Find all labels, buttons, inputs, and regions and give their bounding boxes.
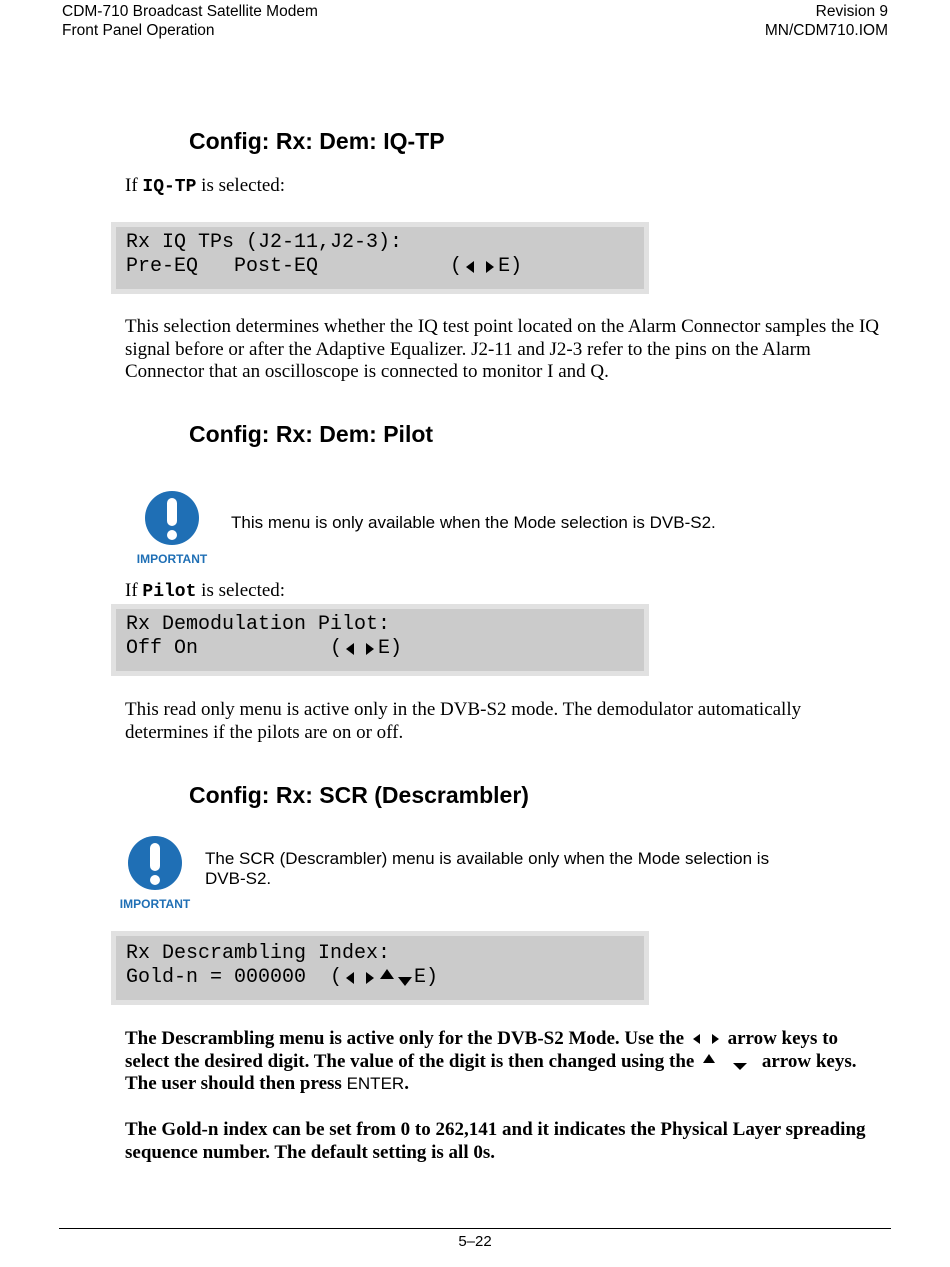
intro-suffix: is selected: xyxy=(196,175,286,196)
document-revision: Revision 9 xyxy=(815,3,888,20)
notice-scr: The SCR (Descrambler) menu is available only when the Mode selection is DVB-S2. xyxy=(205,849,770,888)
important-label: IMPORTANT xyxy=(119,897,191,911)
para1-b: arrow keys to select the desired digit. The value of the digit is then changed using the xyxy=(125,1028,839,1072)
lcd-line-2-text: Off On ( xyxy=(126,637,343,660)
up-arrow-icon xyxy=(703,1054,715,1063)
intro-prefix: If xyxy=(125,175,143,196)
right-arrow-icon xyxy=(712,1034,719,1044)
para1-c: arrow keys. The user should then press xyxy=(125,1050,857,1094)
enter-key-label: ENTER xyxy=(346,1074,405,1093)
right-arrow-icon xyxy=(366,643,374,655)
para1-a: The Descrambling menu is active only for the DVB-S2 Mode. Use the xyxy=(125,1028,689,1049)
lcd-display-iq-tp xyxy=(111,222,649,294)
intro-code: Pilot xyxy=(142,582,197,602)
lcd-screen xyxy=(116,936,644,1000)
intro-prefix: If xyxy=(125,580,143,601)
para1-end: . xyxy=(404,1073,409,1094)
right-arrow-icon xyxy=(366,972,374,984)
left-arrow-icon xyxy=(693,1034,700,1044)
important-notice-scr xyxy=(115,835,195,911)
lcd-line-2 xyxy=(126,966,634,990)
intro-pilot xyxy=(125,580,885,604)
important-icon xyxy=(144,490,200,546)
descrambling-instructions xyxy=(125,1028,885,1096)
lcd-screen xyxy=(116,609,644,671)
heading-iq-tp: Config: Rx: Dem: IQ-TP xyxy=(189,128,445,154)
down-arrow-icon xyxy=(733,1063,747,1070)
left-arrow-icon xyxy=(346,972,354,984)
lcd-screen xyxy=(116,227,644,289)
heading-scr: Config: Rx: SCR (Descrambler) xyxy=(189,782,529,808)
intro-code: IQ-TP xyxy=(142,177,197,197)
lcd-line-2-text: Pre-EQ Post-EQ ( xyxy=(126,255,463,278)
right-arrow-icon xyxy=(486,261,494,273)
lcd-line-2-end: E) xyxy=(378,637,403,660)
lcd-line-1: Rx Demodulation Pilot: xyxy=(126,613,391,636)
lcd-line-2-text: Gold-n = 000000 ( xyxy=(126,966,343,989)
description-pilot: This read only menu is active only in the DVB-S2 mode. The demodulator automatically determines if the pilots are on or off. xyxy=(125,699,802,743)
lcd-display-scr xyxy=(111,931,649,1005)
lcd-line-1: Rx Descrambling Index: xyxy=(126,942,391,965)
intro-iq-tp xyxy=(125,175,885,199)
page-header-right xyxy=(765,2,888,40)
document-id: MN/CDM710.IOM xyxy=(764,22,888,39)
gold-n-description: The Gold-n index can be set from 0 to 262,141 and it indicates the Physical Layer spreading sequence number. The default setting is all 0s. xyxy=(125,1119,866,1163)
notice-pilot: This menu is only available when the Mode selection is DVB-S2. xyxy=(231,513,716,532)
lcd-line-2-end: E) xyxy=(414,966,439,989)
document-title: CDM-710 Broadcast Satellite Modem xyxy=(62,3,318,20)
heading-pilot: Config: Rx: Dem: Pilot xyxy=(189,421,434,447)
description-iq-tp: This selection determines whether the IQ test point located on the Alarm Connector samples the IQ signal before or after the Adaptive Equalizer. J2-11 and J2-3 refer to the pins on the Alarm Connector that an oscilloscope is connected to monitor I and Q. xyxy=(125,316,879,382)
footer-divider xyxy=(59,1228,891,1229)
up-arrow-icon xyxy=(380,969,394,979)
important-notice-pilot xyxy=(132,490,212,566)
page-header-left xyxy=(62,2,318,40)
lcd-line-1: Rx IQ TPs (J2-11,J2-3): xyxy=(126,231,403,254)
left-arrow-icon xyxy=(466,261,474,273)
lcd-line-2 xyxy=(126,255,634,279)
intro-suffix: is selected: xyxy=(196,580,286,601)
left-arrow-icon xyxy=(346,643,354,655)
important-icon xyxy=(127,835,183,891)
down-arrow-icon xyxy=(398,977,412,986)
important-label: IMPORTANT xyxy=(136,552,208,566)
lcd-line-2-end: E) xyxy=(498,255,523,278)
lcd-line-2 xyxy=(126,637,634,661)
document-section: Front Panel Operation xyxy=(62,22,215,39)
page-number: 5–22 xyxy=(458,1233,492,1250)
lcd-display-pilot xyxy=(111,604,649,676)
